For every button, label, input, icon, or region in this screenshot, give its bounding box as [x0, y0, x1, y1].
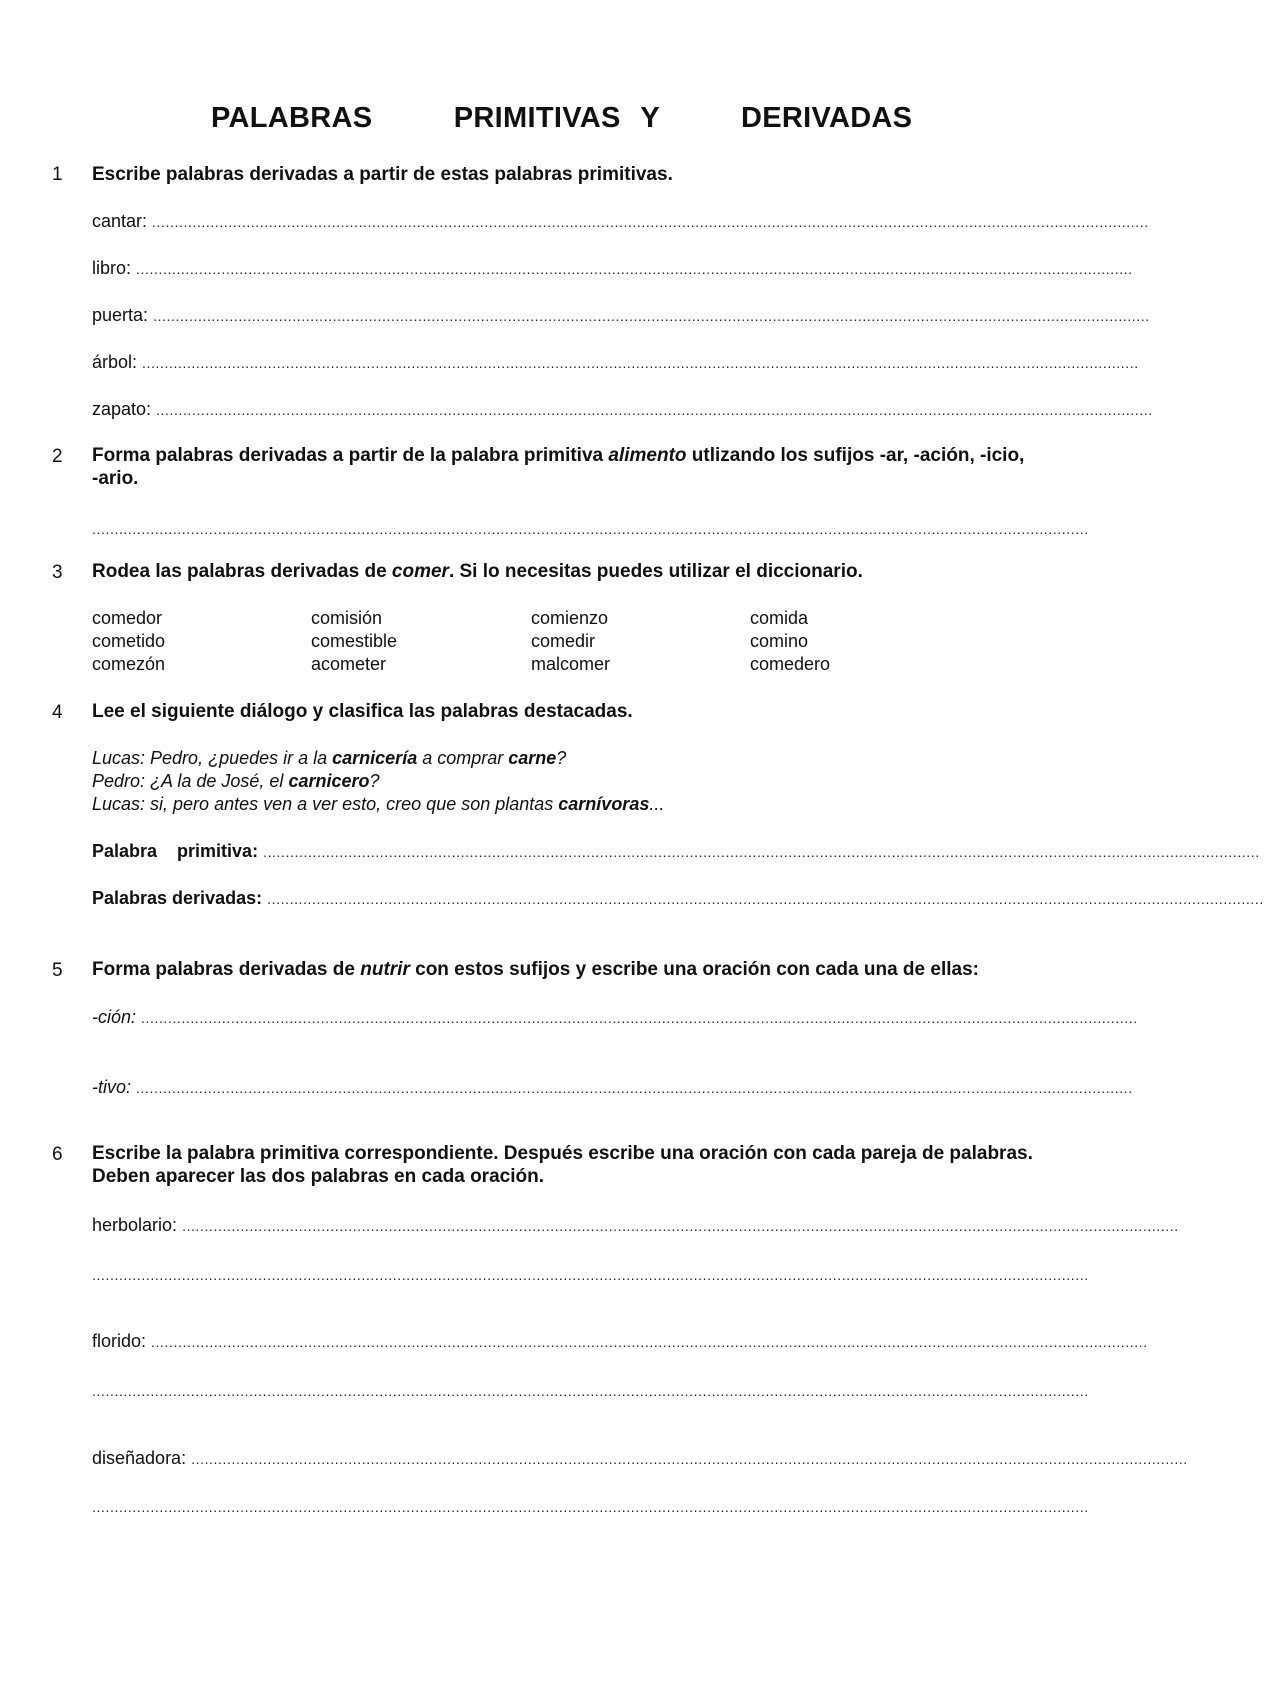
exercise-1-line-cantar[interactable]: cantar: .............................................................................................................................................................................................................................. — [92, 211, 1149, 231]
keyword-nutrir: nutrir — [360, 959, 410, 980]
word-cell[interactable]: comestible — [311, 631, 398, 651]
herbolario-line[interactable]: herbolario: .............................................................................................................................................................................................................................. — [92, 1215, 1179, 1235]
derived-words-label: Palabras derivadas: — [92, 888, 263, 908]
primitive-word-line[interactable]: Palabra primitiva: .............................................................................................................................................................................................................................. — [92, 841, 1260, 861]
word-cell[interactable]: comienzo — [531, 608, 609, 628]
herbolario-sentence-line[interactable]: .............................................................................................................................................................................................................................. — [92, 1267, 1089, 1283]
word-cell[interactable]: comisión — [311, 608, 383, 628]
keyword-comer: comer — [391, 561, 449, 582]
exercise-1-number: 1 — [52, 164, 63, 185]
word-cell[interactable]: comida — [750, 608, 809, 628]
derived-words-line[interactable]: Palabras derivadas: .............................................................................................................................................................................................................................. — [92, 888, 1264, 908]
exercise-1-instruction: Escribe palabras derivadas a partir de estas palabras primitivas. — [92, 164, 673, 185]
word-label: libro: — [92, 258, 132, 278]
exercise-1-line-arbol[interactable]: árbol: .............................................................................................................................................................................................................................. — [92, 352, 1139, 372]
keyword-alimento: alimento — [608, 445, 687, 466]
exercise-1-line-zapato[interactable]: zapato: .............................................................................................................................................................................................................................. — [92, 399, 1153, 419]
word-cell[interactable]: comedor — [92, 608, 163, 628]
exercise-6-instruction-line1: Escribe la palabra primitiva correspondiente. Después escribe una oración con cada pareja de palabras. — [92, 1143, 1033, 1164]
suffix-label: -ción: — [92, 1007, 137, 1027]
disenadora-sentence-line[interactable]: .............................................................................................................................................................................................................................. — [92, 1499, 1089, 1515]
word-cell[interactable]: malcomer — [531, 654, 611, 674]
suffix-label: -tivo: — [92, 1077, 132, 1097]
exercise-5-number: 5 — [52, 960, 63, 981]
highlight-carnicero: carnicero — [288, 771, 370, 791]
exercise-3-instruction: Rodea las palabras derivadas de comer. Si lo necesitas puedes utilizar el diccionario. — [92, 561, 863, 582]
word-label: herbolario: — [92, 1215, 178, 1235]
florido-line[interactable]: florido: .............................................................................................................................................................................................................................. — [92, 1331, 1148, 1351]
disenadora-line[interactable]: diseñadora: .............................................................................................................................................................................................................................. — [92, 1448, 1188, 1468]
exercise-2-number: 2 — [52, 446, 63, 467]
dialogue-line-1: Lucas: Pedro, ¿puedes ir a la carnicería a comprar carne? — [92, 748, 567, 768]
exercise-2-answer-line[interactable]: .............................................................................................................................................................................................................................. — [92, 521, 1089, 537]
highlight-carnivoras: carnívoras — [558, 794, 650, 814]
word-label: cantar: — [92, 211, 148, 231]
dialogue-line-2: Pedro: ¿A la de José, el carnicero? — [92, 771, 380, 791]
word-cell[interactable]: comedir — [531, 631, 596, 651]
suffix-tivo-line[interactable]: -tivo: .............................................................................................................................................................................................................................. — [92, 1077, 1133, 1097]
exercise-4-instruction: Lee el siguiente diálogo y clasifica las palabras destacadas. — [92, 701, 633, 722]
word-label: zapato: — [92, 399, 152, 419]
word-cell[interactable]: comino — [750, 631, 809, 651]
word-cell[interactable]: comezón — [92, 654, 166, 674]
exercise-6-instruction-line2: Deben aparecer las dos palabras en cada oración. — [92, 1166, 544, 1187]
word-label: árbol: — [92, 352, 138, 372]
word-label: diseñadora: — [92, 1448, 187, 1468]
primitive-word-label: Palabra primitiva: — [92, 841, 259, 861]
florido-sentence-line[interactable]: .............................................................................................................................................................................................................................. — [92, 1383, 1089, 1399]
exercise-3-number: 3 — [52, 562, 63, 583]
page-title: PALABRAS PRIMITIVAS Y DERIVADAS — [211, 102, 913, 134]
word-label: florido: — [92, 1331, 147, 1351]
word-cell[interactable]: comedero — [750, 654, 831, 674]
exercise-1-line-puerta[interactable]: puerta: .............................................................................................................................................................................................................................. — [92, 305, 1150, 325]
highlight-carniceria: carnicería — [332, 748, 418, 768]
word-label: puerta: — [92, 305, 149, 325]
exercise-1-line-libro[interactable]: libro: .............................................................................................................................................................................................................................. — [92, 258, 1133, 278]
exercise-6-number: 6 — [52, 1144, 63, 1165]
exercise-4-number: 4 — [52, 702, 63, 723]
highlight-carne: carne — [508, 748, 557, 768]
word-cell[interactable]: acometer — [311, 654, 387, 674]
exercise-2-instruction-line1: Forma palabras derivadas a partir de la palabra primitiva alimento utlizando los sufijos -ar, -ación, -icio, — [92, 445, 1025, 466]
word-cell[interactable]: cometido — [92, 631, 166, 651]
exercise-5-instruction: Forma palabras derivadas de nutrir con estos sufijos y escribe una oración con cada una de ellas: — [92, 959, 979, 980]
dialogue-line-3: Lucas: si, pero antes ven a ver esto, creo que son plantas carnívoras... — [92, 794, 665, 814]
exercise-2-instruction-line2: -ario. — [92, 468, 139, 489]
suffix-cion-line[interactable]: -ción: .............................................................................................................................................................................................................................. — [92, 1007, 1138, 1027]
